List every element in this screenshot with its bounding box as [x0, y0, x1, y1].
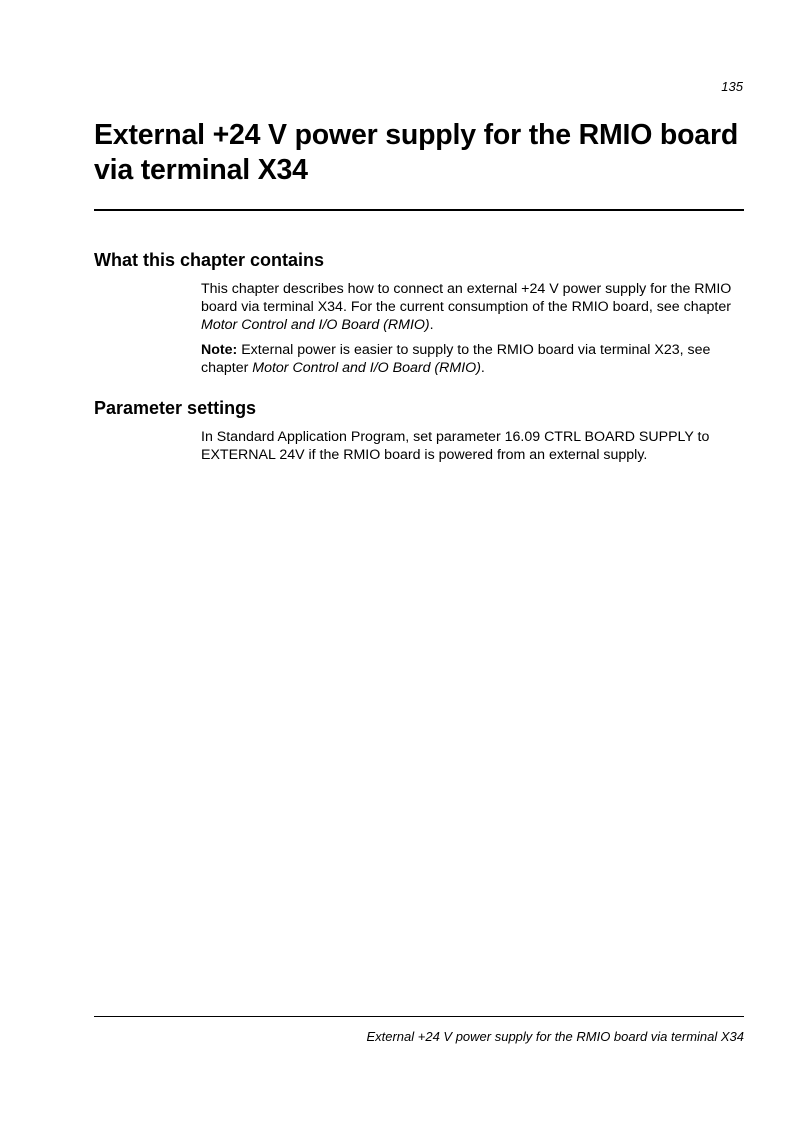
page-number: 135	[721, 79, 743, 94]
paragraph-end: .	[429, 317, 434, 333]
section-heading-parameter-settings: Parameter settings	[94, 398, 257, 418]
footer-text: External +24 V power supply for the RMIO board via terminal X34	[366, 1029, 744, 1044]
footer-rule	[94, 1016, 744, 1017]
section-body-chapter-contents	[201, 280, 751, 377]
chapter-description-paragraph	[201, 280, 751, 334]
title-rule	[94, 209, 744, 211]
chapter-reference: Motor Control and I/O Board (RMIO)	[252, 360, 481, 376]
section-heading-chapter-contents: What this chapter contains	[94, 250, 325, 270]
note-label: Note:	[201, 342, 238, 358]
chapter-title: External +24 V power supply for the RMIO board via terminal X34	[94, 119, 739, 186]
section-body-parameter-settings	[201, 428, 751, 464]
paragraph-text: This chapter describes how to connect an external +24 V power supply for the RMIO board via terminal X34. For the current consumption of the RMIO board, see chapter	[201, 281, 732, 315]
paragraph-end: .	[480, 360, 485, 376]
parameter-settings-paragraph: In Standard Application Program, set parameter 16.09 CTRL BOARD SUPPLY to EXTERNAL 24V if the RMIO board is powered from an external supply.	[201, 429, 710, 463]
note-paragraph	[201, 341, 751, 377]
chapter-reference: Motor Control and I/O Board (RMIO)	[201, 317, 430, 333]
paragraph-text: External power is easier to supply to the RMIO board via terminal X23, see chapter	[201, 342, 711, 376]
